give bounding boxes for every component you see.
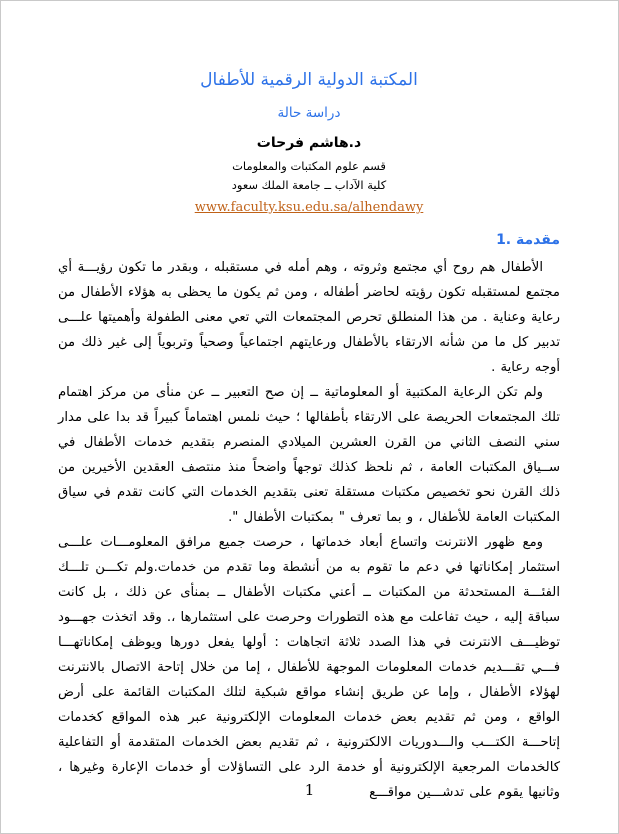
page-number: 1 <box>304 781 315 799</box>
paragraph-1: الأطفال هم روح أي مجتمع وثروته ، وهم أمله في مستقبله ، وبقدر ما تكون رؤيـــة أي مجتمع لمستقبله تكون رؤيته لحاضر أطفاله ، ومن ثم يكون ما يحظى به هؤلاء الأطفال من رعاية وعناية . من هذا المنطلق تحرص المجتمعات التي تعي معنى الطفولة وأهميتها علـــى تدبير كل ما من شأنه الارتقاء بالأطفال ورعايتهم اجتماعياً وصحياً وتربوياً إلى غير ذلك من أوجه رعاية . <box>58 260 560 375</box>
document-title: المكتبة الدولية الرقمية للأطفال <box>200 70 418 90</box>
document-subtitle: دراسة حالة <box>277 105 341 121</box>
author-website-link[interactable]: www.faculty.ksu.edu.sa/alhendawy <box>194 200 424 215</box>
paragraph-3: ومع ظهور الانترنت واتساع أبعاد خدماتها ، حرصت جميع مرافق المعلومـــات علـــى استثمار إمكاناتها في دعم ما تقوم به من أنشطة وما تقدم من خدمات.ولم تكـــن تلـــك الفئـــة المستحدثة من المكتبات ــ أعني مكتبات الأطفال ــ بمنأى عن ذلك ، بل كانت سباقة إليه ، حيث تفاعلت مع هذه التطورات وحرصت على استثمارها ،. وقد اتخذت جهـــود توظيـــف الانترنت في هذا الصدد ثلاثة اتجاهات : أولها يفعل دورها ويوظف إمكاناتهـــا فـــي تقـــديم خدمات المعلومات الموجهة للأطفال ، إما من خلال إتاحة الاتصال بالانترنت لهؤلاء الأطفال ، وإما عن طريق إنشاء مواقع شبكية لتلك المكتبات القائمة على أرض الواقع ، ومن ثم تقديم بعض خدمات المعلومات الإلكترونية عبر هذه المواقع كخدمات إتاحـــة الكتـــب والـــدوريات الالكترونية ، ثم تقديم بعض الخدمات المتقدمة أو التفاعلية كالخدمات المرجعية الإلكترونية أو خدمة الرد على التساؤلات أو خدمات الإعارة وغيرها ، وثانيها يقوم على تدشـــين مواقـــع <box>58 535 560 800</box>
document-header <box>58 69 560 216</box>
author-department: قسم علوم المكتبات والمعلومات <box>232 159 386 173</box>
author-name: د.هاشم فرحات <box>256 135 362 151</box>
section-heading-introduction: 1. مقدمة <box>496 232 560 248</box>
page-content <box>1 1 618 805</box>
paragraph-2: ولم تكن الرعاية المكتبية أو المعلوماتية ــ إن صح التعبير ــ عن منأى من مركز اهتمام تلك المجتمعات الحريصة على الارتقاء بأطفالها ؛ حيث نلمس اهتماماً كبيراً قد بدا على مدار سني النصف الثاني من القرن العشرين الميلادي المنصرم بتقديم خدمات الأطفال في ســياق المكتبات العامة ، ثم نلحظ كذلك توجهاً واضحاً منذ منتصف العقدين الأخيرين من ذلك القرن نحو تخصيص مكتبات مستقلة تعنى بتقديم الخدمات التي كانت تقدم في سياق المكتبات العامة للأطفال ، و بما تعرف " بمكتبات الأطفال ". <box>58 385 560 525</box>
author-college: كلية الآداب ــ جامعة الملك سعود <box>231 178 387 192</box>
